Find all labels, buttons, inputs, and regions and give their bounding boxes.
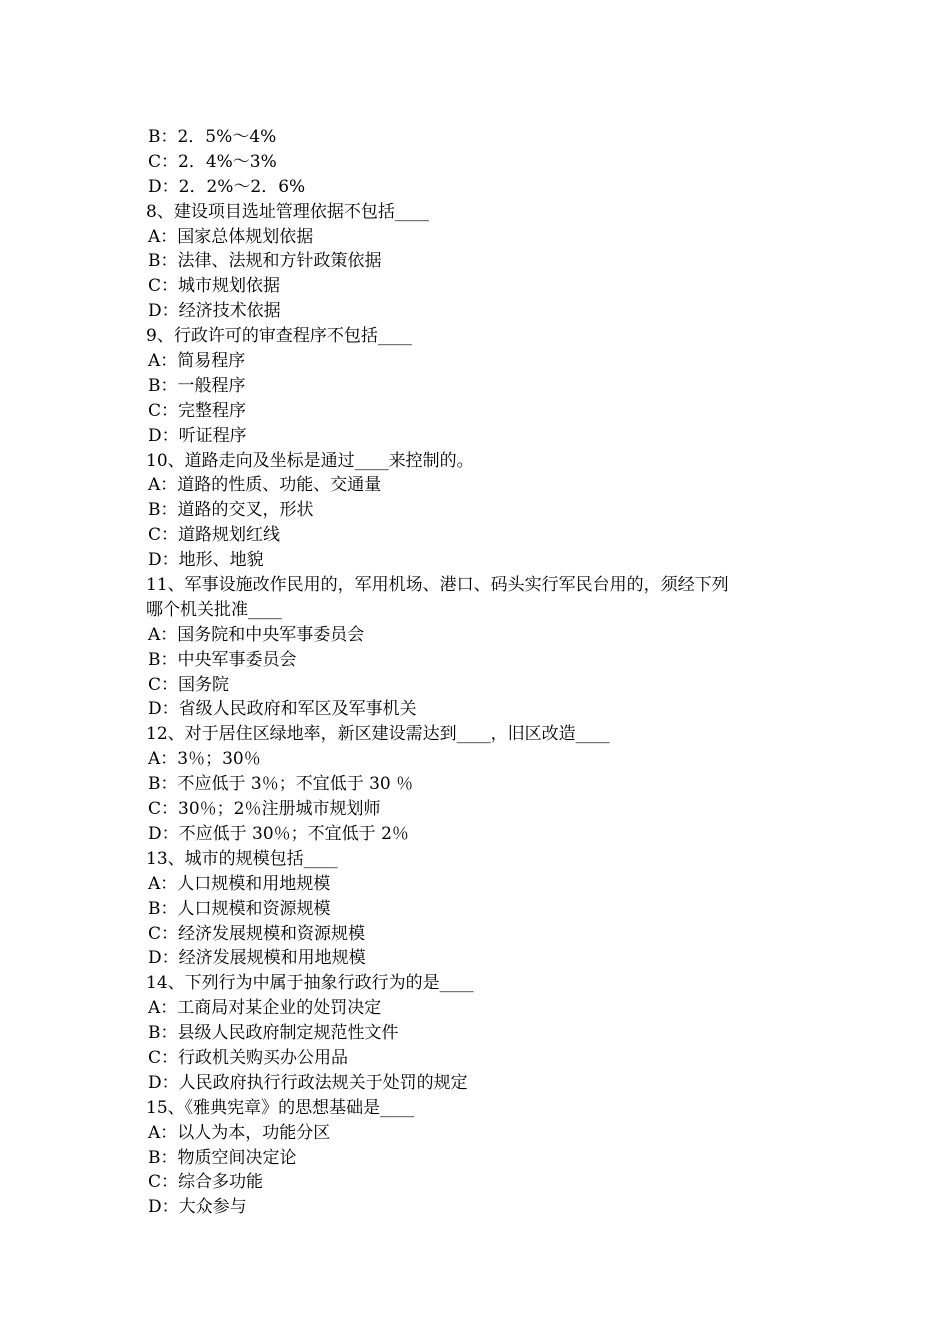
answer-option: C：2．4%～3% <box>148 151 277 172</box>
answer-option: D：地形、地貌 <box>148 550 264 571</box>
answer-option: B：一般程序 <box>148 375 246 396</box>
answer-option: B：物质空间决定论 <box>148 1147 297 1168</box>
answer-option: A：以人为本，功能分区 <box>148 1122 331 1143</box>
answer-option: A：国务院和中央军事委员会 <box>148 624 365 645</box>
answer-option: B：县级人民政府制定规范性文件 <box>148 1023 399 1044</box>
answer-option: A：国家总体规划依据 <box>148 226 314 247</box>
answer-option: A：人口规模和用地规模 <box>148 873 331 894</box>
question-text: 14、下列行为中属于抽象行政行为的是____ <box>146 973 474 994</box>
answer-option: C：行政机关购买办公用品 <box>148 1047 349 1068</box>
answer-option: A：道路的性质、功能、交通量 <box>148 475 382 496</box>
answer-option: C：国务院 <box>148 674 230 695</box>
answer-option: D：经济发展规模和用地规模 <box>148 948 366 969</box>
answer-option: D：2．2%～2．6% <box>148 176 306 197</box>
answer-option: A：简易程序 <box>148 351 246 372</box>
answer-option: C：经济发展规模和资源规模 <box>148 923 366 944</box>
answer-option: C：30％；2％注册城市规划师 <box>148 799 381 820</box>
answer-option: C：道路规划红线 <box>148 525 281 546</box>
answer-option: D：经济技术依据 <box>148 301 281 322</box>
answer-option: D：省级人民政府和军区及军事机关 <box>148 699 417 720</box>
answer-option: B：道路的交叉，形状 <box>148 500 314 521</box>
answer-option: B：中央军事委员会 <box>148 649 297 670</box>
answer-option: C：完整程序 <box>148 400 247 421</box>
question-text: 13、城市的规模包括____ <box>146 848 338 869</box>
answer-option: B：法律、法规和方针政策依据 <box>148 251 382 272</box>
answer-option: D：听证程序 <box>148 425 247 446</box>
answer-option: A：3％；30％ <box>148 749 261 770</box>
answer-option: B：人口规模和资源规模 <box>148 898 331 919</box>
answer-option: C：综合多功能 <box>148 1172 264 1193</box>
question-text: 8、建设项目选址管理依据不包括____ <box>146 201 429 222</box>
question-text: 11、军事设施改作民用的，军用机场、港口、码头实行军民台用的，须经下列 <box>146 575 729 596</box>
answer-option: B：不应低于 3％；不宜低于 30 ％ <box>148 774 414 795</box>
answer-option: D：不应低于 30％；不宜低于 2％ <box>148 823 409 844</box>
document-page <box>146 125 826 1220</box>
answer-option: C：城市规划依据 <box>148 276 281 297</box>
answer-option: D：人民政府执行行政法规关于处罚的规定 <box>148 1072 468 1093</box>
question-text: 12、对于居住区绿地率，新区建设需达到____，旧区改造____ <box>146 724 610 745</box>
answer-option: D：大众参与 <box>148 1197 247 1218</box>
answer-option: B：2．5%～4% <box>148 127 277 147</box>
question-text: 9、行政许可的审查程序不包括____ <box>146 326 412 347</box>
question-text: 哪个机关批准____ <box>146 599 282 620</box>
question-text: 10、道路走向及坐标是通过____来控制的。 <box>146 450 474 471</box>
question-text: 15、《雅典宪章》的思想基础是____ <box>146 1097 415 1118</box>
answer-option: A：工商局对某企业的处罚决定 <box>148 998 382 1019</box>
